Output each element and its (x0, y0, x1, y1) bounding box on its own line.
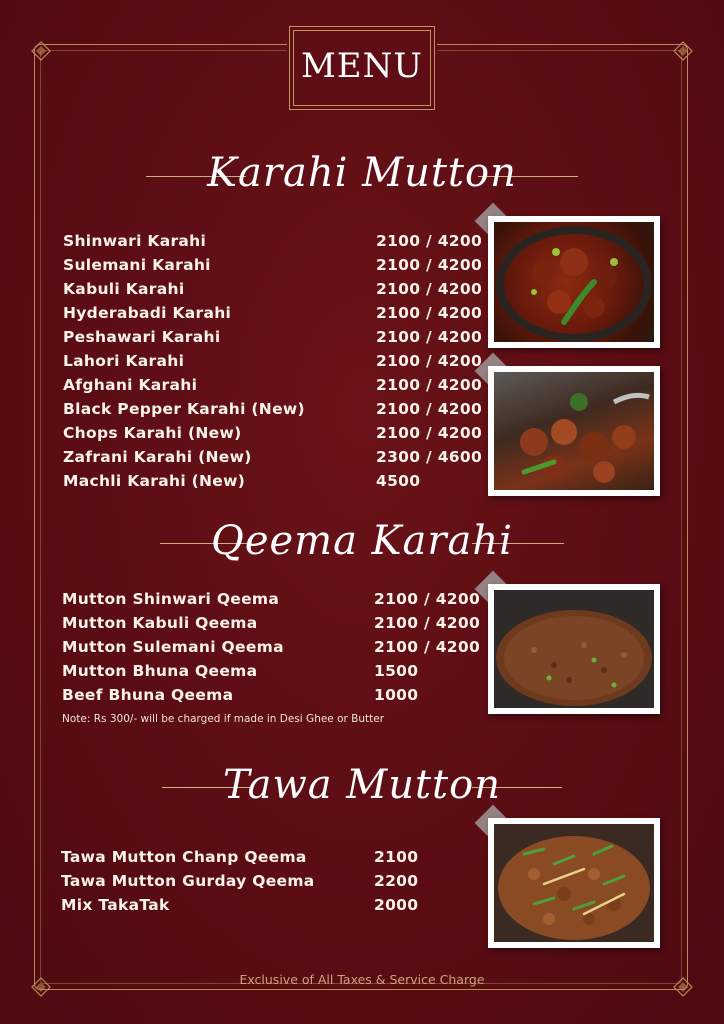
menu-item-price: 2100 / 4200 (376, 232, 483, 250)
menu-item-name: Machli Karahi (New) (63, 472, 246, 490)
menu-title-box (287, 24, 437, 112)
menu-item-name: Beef Bhuna Qeema (62, 686, 234, 704)
menu-item-name: Tawa Mutton Gurday Qeema (61, 872, 315, 890)
page-title: MENU (300, 46, 424, 86)
menu-item-price: 1000 (374, 686, 419, 704)
menu-item-price: 2100 / 4200 (376, 424, 483, 442)
menu-item-name: Peshawari Karahi (63, 328, 221, 346)
corner-ornament-icon (672, 40, 694, 62)
menu-item-name: Mutton Sulemani Qeema (62, 638, 284, 656)
menu-item-name: Hyderabadi Karahi (63, 304, 232, 322)
menu-item-name: Mix TakaTak (61, 896, 170, 914)
menu-item-price: 2100 / 4200 (376, 376, 483, 394)
menu-item-name: Mutton Shinwari Qeema (62, 590, 280, 608)
menu-item-price: 2100 / 4200 (376, 304, 483, 322)
menu-item-name: Mutton Kabuli Qeema (62, 614, 258, 632)
menu-item-price: 2100 (374, 848, 419, 866)
menu-item-name: Kabuli Karahi (63, 280, 185, 298)
mutton-dish-illustration (494, 372, 654, 490)
food-photo-karahi (488, 216, 660, 348)
menu-item-price: 2100 / 4200 (376, 280, 483, 298)
food-photo-tawa (488, 818, 660, 948)
menu-item-price: 2200 (374, 872, 419, 890)
menu-item-name: Zafrani Karahi (New) (63, 448, 252, 466)
menu-item-name: Mutton Bhuna Qeema (62, 662, 258, 680)
menu-item-name: Afghani Karahi (63, 376, 198, 394)
ghee-butter-note: Note: Rs 300/- will be charged if made in Desi Ghee or Butter (62, 713, 385, 725)
section-title-qeema-karahi: Qeema Karahi (211, 518, 513, 564)
menu-item-price: 2100 / 4200 (376, 256, 483, 274)
food-photo-qeema (488, 584, 660, 714)
menu-item-name: Lahori Karahi (63, 352, 185, 370)
menu-item-price: 2100 / 4200 (376, 400, 483, 418)
menu-item-price: 2100 / 4200 (376, 352, 483, 370)
karahi-dish-illustration (494, 222, 654, 342)
menu-item-price: 2100 / 4200 (374, 614, 481, 632)
menu-item-name: Chops Karahi (New) (63, 424, 242, 442)
tawa-dish-illustration (494, 824, 654, 942)
corner-ornament-icon (30, 40, 52, 62)
qeema-dish-illustration (494, 590, 654, 708)
menu-item-price: 1500 (374, 662, 419, 680)
food-photo-karahi-2 (488, 366, 660, 496)
menu-item-price: 2100 / 4200 (374, 590, 481, 608)
tax-footer-note: Exclusive of All Taxes & Service Charge (239, 972, 485, 987)
menu-item-name: Shinwari Karahi (63, 232, 207, 250)
menu-item-price: 2300 / 4600 (376, 448, 483, 466)
menu-item-price: 4500 (376, 472, 421, 490)
section-title-karahi-mutton: Karahi Mutton (207, 150, 517, 196)
section-title-tawa-mutton: Tawa Mutton (223, 762, 501, 808)
menu-item-price: 2000 (374, 896, 419, 914)
menu-item-price: 2100 / 4200 (374, 638, 481, 656)
menu-item-name: Sulemani Karahi (63, 256, 211, 274)
menu-item-price: 2100 / 4200 (376, 328, 483, 346)
menu-item-name: Tawa Mutton Chanp Qeema (61, 848, 307, 866)
menu-item-name: Black Pepper Karahi (New) (63, 400, 305, 418)
